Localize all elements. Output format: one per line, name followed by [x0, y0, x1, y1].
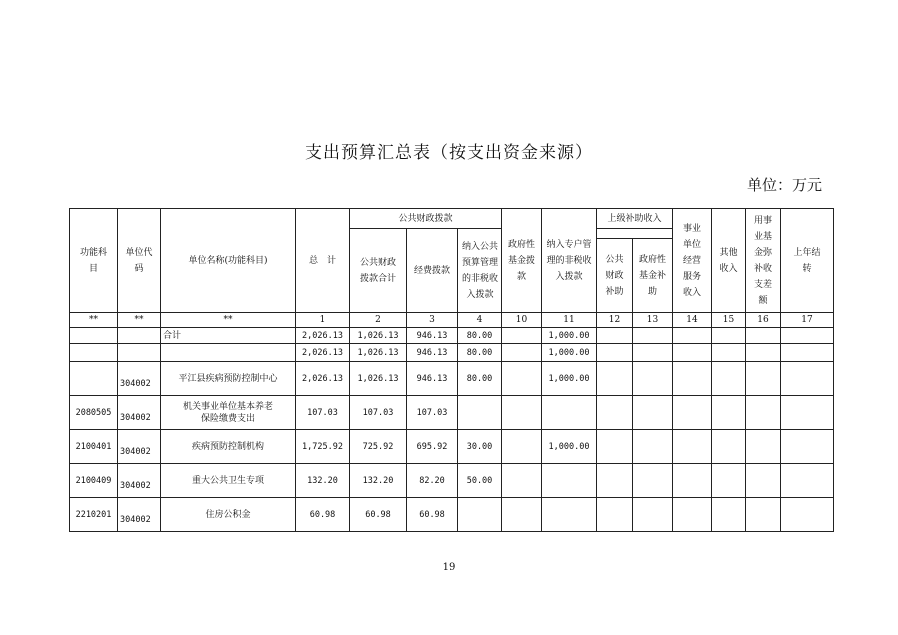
header-total: 总 计	[296, 209, 350, 313]
header-fund-offset: 用事业基金弥补收支差额	[746, 209, 781, 313]
header-business-income: 事业单位经营服务收入	[673, 209, 712, 313]
header-carryover: 上年结转	[781, 209, 834, 313]
table-row: 合计 2,026.13 1,026.13 946.13 80.00 1,000.00	[70, 328, 834, 344]
header-nontax-special: 纳入专户管理的非税收入拨款	[542, 209, 597, 313]
header-gov-fund: 政府性基金拨款	[502, 209, 542, 313]
header-funding: 经费拨款	[407, 229, 458, 313]
header-func-subject: 功能科目	[70, 209, 118, 313]
index-row: ** ** ** 1 2 3 4 10 11 12 13 14 15 16 17	[70, 313, 834, 328]
header-gov-fund-subsidy: 政府性基金补助	[633, 239, 673, 313]
page-number: 19	[442, 562, 456, 573]
header-nontax-public: 纳入公共预算管理的非税收入拨款	[458, 229, 502, 313]
header-unit-code: 单位代码	[118, 209, 161, 313]
table-row: 2210201 304002 住房公积金 60.98 60.98 60.98	[70, 498, 834, 532]
header-spacer	[597, 229, 673, 239]
header-public-fiscal: 公共财政拨款	[350, 209, 502, 229]
unit-name-line1: 机关事业单位基本养老	[182, 401, 273, 412]
header-other-income: 其他收入	[712, 209, 746, 313]
table-row: 2100401 304002 疾病预防控制机构 1,725.92 725.92 695.92 30.00 1,000.00	[70, 430, 834, 464]
budget-table	[69, 208, 834, 532]
table-row: 2,026.13 1,026.13 946.13 80.00 1,000.00	[70, 344, 834, 362]
header-unit-name: 单位名称(功能科目)	[161, 209, 296, 313]
unit-name-line2: 保险缴费支出	[200, 413, 255, 424]
header-public-fiscal-total: 公共财政拨款合计	[350, 229, 407, 313]
unit-label: 单位：万元	[746, 176, 822, 194]
table-row: 2100409 304002 重大公共卫生专项 132.20 132.20 82.20 50.00	[70, 464, 834, 498]
header-public-fiscal-subsidy: 公共财政补助	[597, 239, 633, 313]
header-higher-subsidy: 上级补助收入	[597, 209, 673, 229]
table-row: 2080505 304002 机关事业单位基本养老 保险缴费支出 107.03 107.03 107.03	[70, 396, 834, 430]
table-row: 304002 平江县疾病预防控制中心 2,026.13 1,026.13 946.13 80.00 1,000.00	[70, 362, 834, 396]
document-title: 支出预算汇总表（按支出资金来源）	[305, 143, 593, 163]
